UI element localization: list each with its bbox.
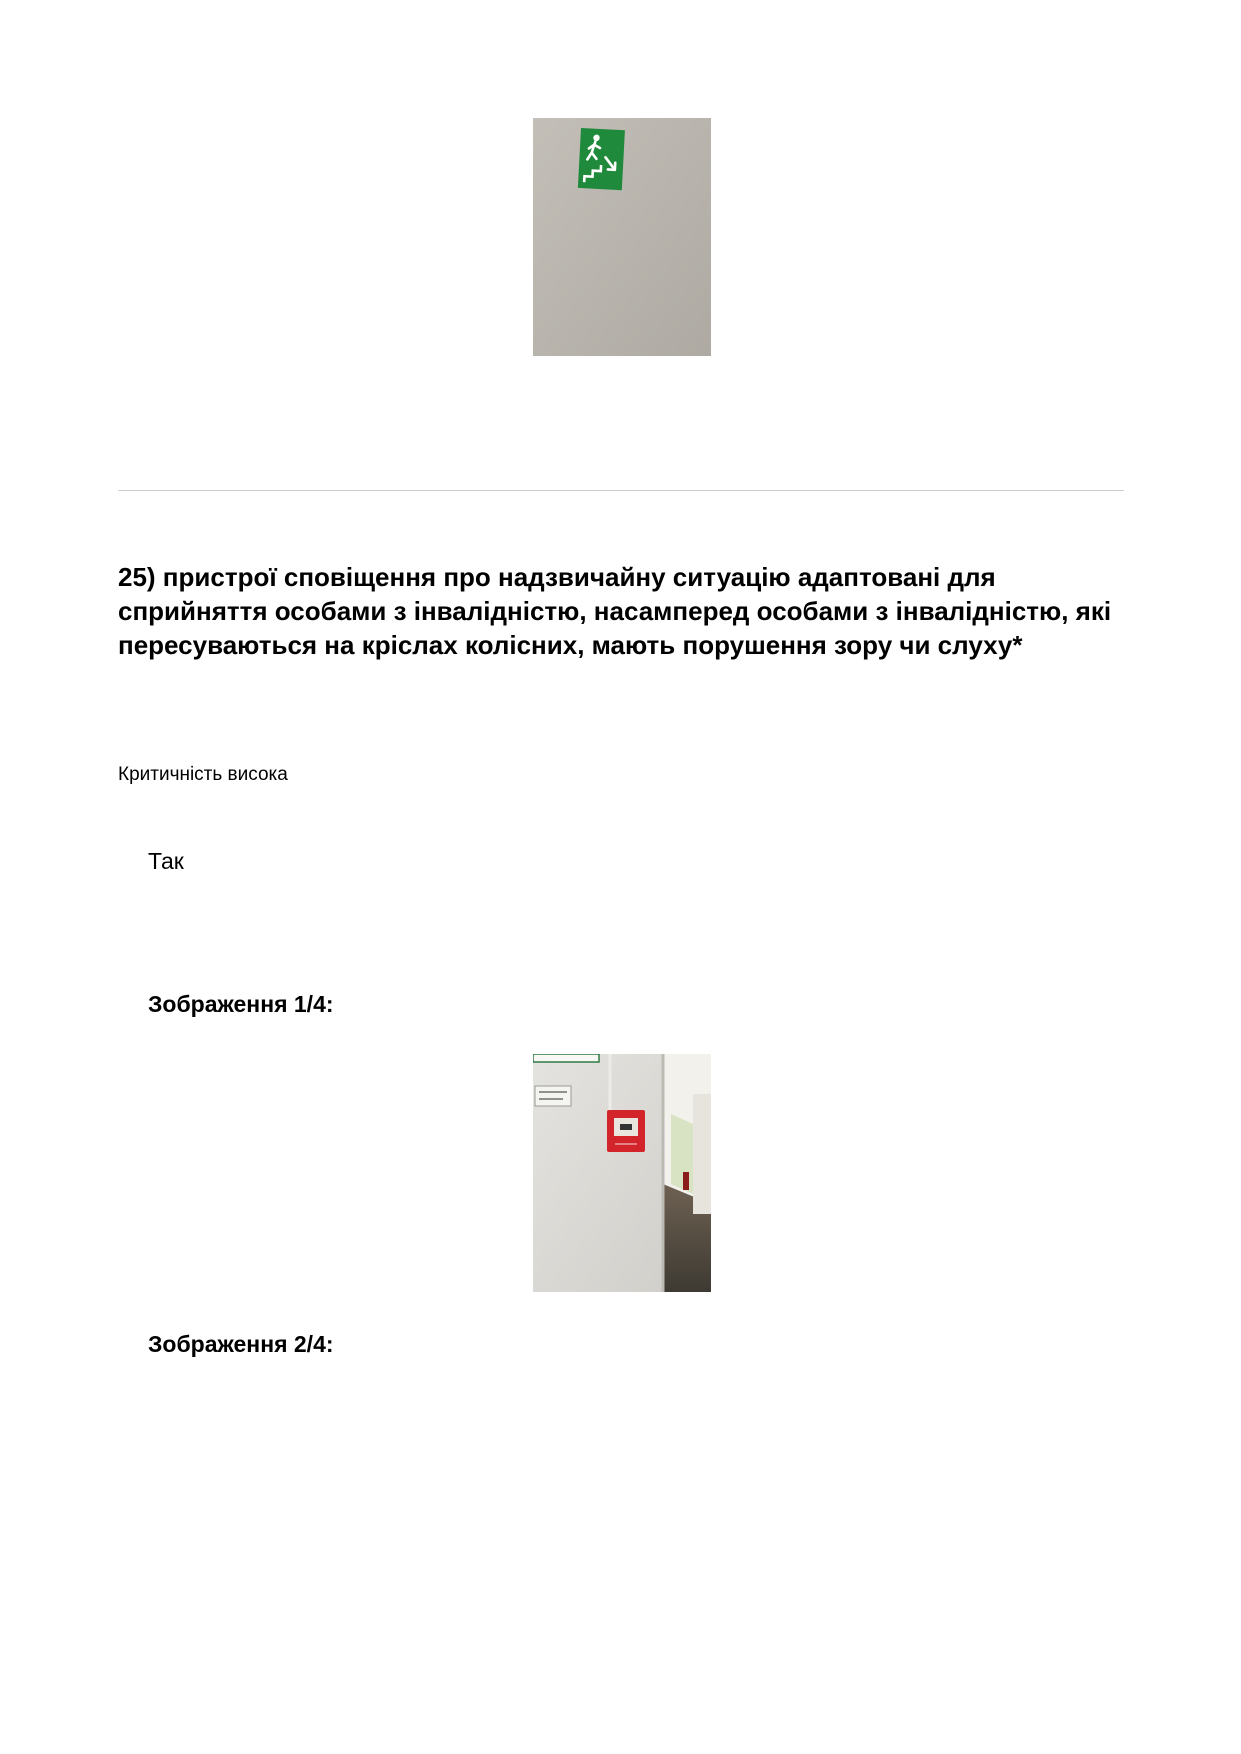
answer-value: Так bbox=[148, 848, 184, 874]
criticality-label: Критичність висока bbox=[118, 764, 288, 785]
question-text: 25) пристрої сповіщення про надзвичайну ситуацію адаптовані для сприйняття особами з інвалідністю, насамперед особами з інвалідністю, які пересуваються на кріслах колісних, мають порушення зору чи слуху* bbox=[118, 562, 1112, 660]
exit-sign-icon bbox=[578, 128, 625, 190]
section-divider bbox=[118, 490, 1124, 491]
emergency-exit-sign-photo bbox=[533, 118, 711, 356]
fire-alarm-photo bbox=[533, 1054, 711, 1292]
image-label-2: Зображення 2/4: bbox=[148, 1331, 334, 1357]
image-label-1: Зображення 1/4: bbox=[148, 991, 334, 1017]
fire-alarm-icon bbox=[607, 1110, 645, 1152]
